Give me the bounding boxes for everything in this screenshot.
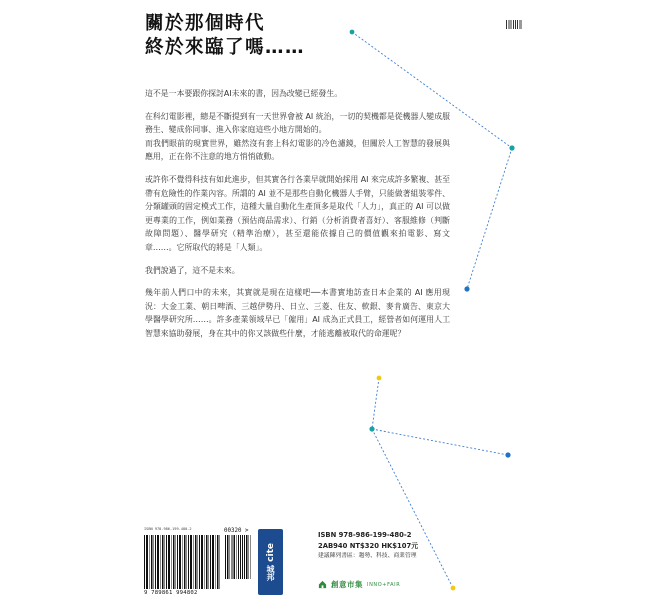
blurb-paragraph: 或許你不覺得科技有如此進步，但其實各行各業早就開始採用 AI 來完成許多繁複、甚至帶有危險性的作業內容。所謂的 AI 並不是那些自動化機器人手臂，只能做著組裝零件、分類罐頭的固定模式工作，這種大量自動化生產頂多是取代「人力」，真正的 AI 可以做更專業的工作，例如業務（預估商品需求）、行銷（分析消費者喜好）、客服維修（判斷故障問題）、醫學研究（精準治療），甚至還能依據自己的價值觀來拍電影、寫文章……。它所取代的將是「人類」。 [145, 174, 450, 252]
publisher-logo [258, 529, 283, 595]
constellation-dot [350, 30, 355, 35]
imprint-name-zh: 創意市集 [331, 580, 363, 589]
barcode-bars-addon [225, 535, 251, 579]
blurb-paragraph: 而我們眼前的現實世界，雖然沒有套上科幻電影的冷色濾鏡，但關於人工智慧的發展與應用，正在你不注意的地方悄悄啟動。 [145, 138, 450, 162]
isbn-info [318, 530, 418, 562]
publisher-logo-en: cite [265, 543, 276, 562]
constellation-dot [509, 145, 514, 150]
isbn-barcode [144, 527, 252, 599]
barcode-bars-main [144, 535, 220, 589]
cover-headline [145, 12, 305, 60]
blurb-paragraph: 我們說過了，這不是未來。 [145, 265, 240, 275]
constellation-dot [377, 376, 382, 381]
headline-line-1: 關於那個時代 [145, 13, 266, 34]
constellation-dot [464, 286, 469, 291]
constellation-dot [505, 452, 510, 457]
blurb-paragraph: 幾年前人們口中的未來，其實就是現在這樣吧──本書實地訪查日本企業的 AI 應用現況：大金工業、朝日啤酒、三越伊勢丹、日立、三菱、住友、軟銀、麥肯廣告、東京大學醫學研究所……。許多產業領域早已「僱用」AI 成為正式員工，經營者如何運用人工智慧來協助發展，身在其中的你又該做些什麼，才能逃離被取代的命運呢？ [145, 288, 450, 338]
book-code-price: 2AB940 NT$320 HK$107元 [318, 541, 419, 550]
imprint-logo [318, 579, 400, 590]
barcode-digits: 9 789861 994802 [144, 590, 198, 596]
imprint-name-en: INNO+FAIR [367, 581, 401, 588]
constellation-dot [369, 426, 374, 431]
barcode-price-code: 00320 > [224, 528, 249, 534]
barcode-isbn-caption: ISBN 978-986-199-480-2 [144, 527, 192, 531]
blurb-paragraph: 這不是一本要跟你探討AI未來的書，因為改變已經發生。 [145, 89, 343, 98]
isbn-number: ISBN 978-986-199-480-2 [318, 531, 412, 539]
imprint-house-icon [318, 580, 327, 589]
publisher-logo-zh: 城邦 [266, 564, 275, 581]
headline-line-2: 終於來臨了嗎…… [145, 37, 306, 58]
blurb-paragraph: 在科幻電影裡，總是不斷提到有一天世界會被 AI 統治，一切的契機都是從機器人變成服務生、變成你同事、進入你家庭這些小地方開始的。 [145, 111, 450, 135]
mini-barcode-mark [506, 20, 522, 29]
constellation-dot [451, 586, 456, 591]
shelving-category: 建議陳列書區：趨勢、科技、商業管理 [318, 553, 417, 559]
blurb-text [145, 87, 450, 350]
